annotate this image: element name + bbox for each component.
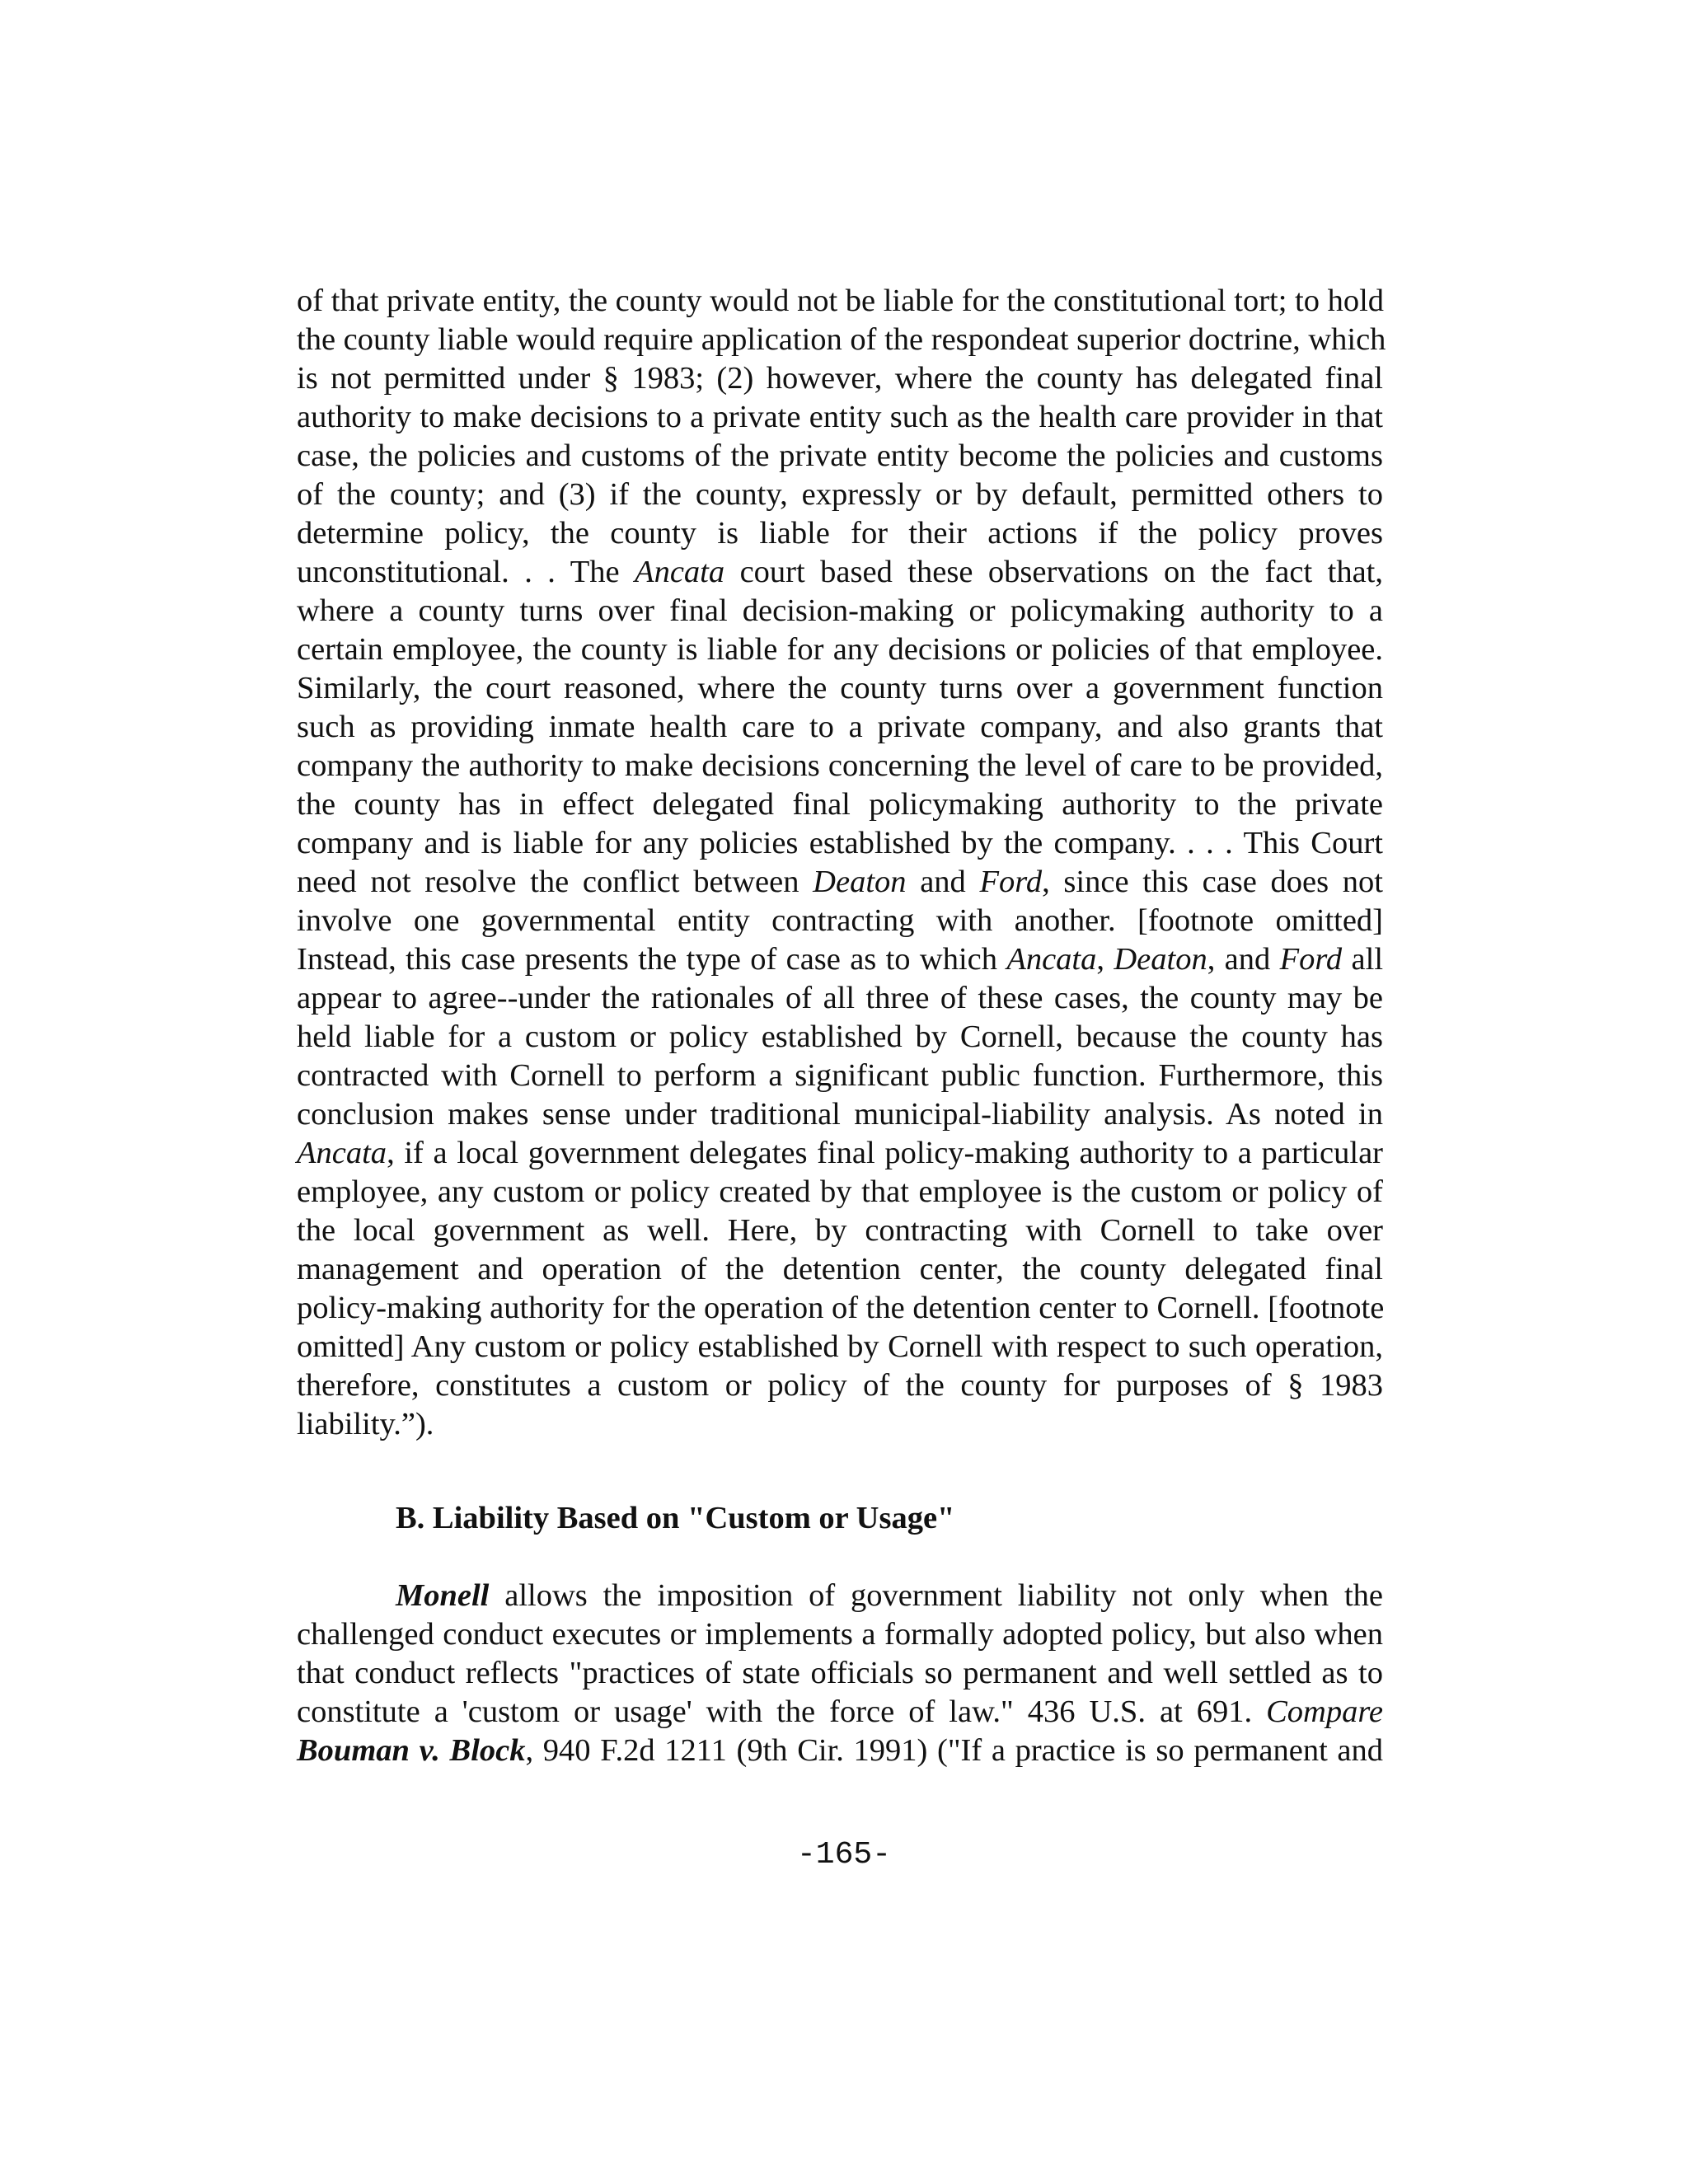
text-span: , bbox=[1096, 942, 1114, 977]
text-line bbox=[297, 1328, 1383, 1366]
text-span: therefore, constitutes a custom or policy of the county for purposes of § 1983 bbox=[297, 1368, 1383, 1403]
text-line bbox=[297, 1095, 1383, 1134]
case-name: Ford bbox=[979, 865, 1043, 899]
body-paragraph-quotation bbox=[297, 282, 1386, 1444]
text-line bbox=[297, 1732, 1383, 1770]
text-line bbox=[297, 785, 1383, 824]
text-span: involve one governmental entity contracting with another. [footnote omitted] bbox=[297, 903, 1383, 938]
text-line bbox=[297, 940, 1383, 979]
text-span: company the authority to make decisions concerning the level of care to be provided, bbox=[297, 748, 1383, 783]
text-line bbox=[297, 1693, 1383, 1732]
text-line bbox=[297, 902, 1383, 940]
text-line bbox=[297, 514, 1383, 553]
text-line: challenged conduct executes or implements a formally adopted policy, but also when bbox=[297, 1617, 1383, 1652]
text-span: unconstitutional. . . The bbox=[297, 555, 635, 589]
text-line: that conduct reflects "practices of state officials so permanent and well settled as to bbox=[297, 1656, 1383, 1690]
text-span: of the county; and (3) if the county, expressly or by default, permitted others to bbox=[297, 477, 1383, 512]
text-span: Instead, this case presents the type of case as to which bbox=[297, 942, 1007, 977]
text-line bbox=[297, 553, 1383, 592]
text-line bbox=[297, 476, 1383, 514]
text-span: need not resolve the conflict between bbox=[297, 865, 814, 899]
text-span: of that private entity, the county would not be liable for the constitutional tort; to hold bbox=[297, 284, 1385, 318]
text-line bbox=[297, 1250, 1383, 1289]
text-span: is not permitted under § 1983; (2) however, where the county has delegated final bbox=[297, 361, 1383, 396]
text-line bbox=[297, 1018, 1383, 1057]
text-span: omitted] Any custom or policy established by Cornell with respect to such operation, bbox=[297, 1329, 1383, 1364]
text-span: constitute a 'custom or usage' with the force of law." 436 U.S. at 691. bbox=[297, 1694, 1267, 1729]
case-name: Monell bbox=[396, 1578, 490, 1613]
text-line bbox=[297, 398, 1383, 437]
text-span: appear to agree--under the rationales of all three of these cases, the county may be bbox=[297, 981, 1383, 1015]
text-span: the county liable would require application of the respondeat superior doctrine, which bbox=[297, 322, 1386, 357]
text-span: and bbox=[906, 865, 980, 899]
text-span: held liable for a custom or policy established by Cornell, because the county has bbox=[297, 1019, 1383, 1054]
text-line bbox=[297, 1212, 1383, 1250]
case-name: Bouman v. Block bbox=[297, 1733, 526, 1768]
text-span: liability.”). bbox=[297, 1407, 434, 1441]
text-span: allows the imposition of government liability not only when the bbox=[489, 1578, 1383, 1613]
text-span: employee, any custom or policy created by that employee is the custom or policy of bbox=[297, 1174, 1383, 1209]
text-line bbox=[297, 437, 1383, 476]
text-line bbox=[297, 1057, 1383, 1095]
case-name: Deaton bbox=[1114, 942, 1207, 977]
text-line bbox=[297, 1577, 1383, 1615]
case-name: Ford bbox=[1279, 942, 1343, 977]
text-span: the local government as well. Here, by contracting with Cornell to take over bbox=[297, 1213, 1383, 1248]
text-span: such as providing inmate health care to a private company, and also grants that bbox=[297, 710, 1383, 744]
body-paragraph-custom-or-usage bbox=[297, 1577, 1383, 1770]
text-span: the county has in effect delegated final policymaking authority to the private bbox=[297, 787, 1383, 822]
text-span: , if a local government delegates final policy-making authority to a particular bbox=[387, 1136, 1383, 1170]
text-span: company and is liable for any policies established by the company. . . . This Court bbox=[297, 826, 1383, 860]
text-span: Similarly, the court reasoned, where the county turns over a government function bbox=[297, 671, 1383, 705]
case-name: Ancata bbox=[635, 555, 725, 589]
text-line bbox=[297, 359, 1383, 398]
text-span: , and bbox=[1207, 942, 1280, 977]
section-heading: B. Liability Based on "Custom or Usage" bbox=[396, 1501, 955, 1535]
text-span: authority to make decisions to a private entity such as the health care provider in that bbox=[297, 400, 1383, 434]
text-line bbox=[297, 979, 1383, 1018]
text-line bbox=[297, 1173, 1383, 1212]
text-span: court based these observations on the fact that, bbox=[724, 555, 1384, 589]
text-span: , since this case does not bbox=[1042, 865, 1383, 899]
text-span: management and operation of the detention center, the county delegated final bbox=[297, 1252, 1383, 1286]
signal-word: Compare bbox=[1266, 1694, 1383, 1729]
text-line bbox=[297, 824, 1383, 863]
text-line bbox=[297, 708, 1383, 747]
text-line bbox=[297, 1366, 1383, 1405]
text-line bbox=[297, 630, 1383, 669]
text-span: all bbox=[1342, 942, 1384, 977]
text-span: where a county turns over final decision-making or policymaking authority to a bbox=[297, 593, 1383, 628]
text-line bbox=[297, 321, 1386, 359]
text-line bbox=[297, 1405, 1383, 1444]
text-span: contracted with Cornell to perform a significant public function. Furthermore, this bbox=[297, 1058, 1383, 1093]
text-line bbox=[297, 747, 1383, 785]
text-line bbox=[297, 863, 1383, 902]
case-name: Deaton bbox=[813, 865, 907, 899]
case-name: Ancata bbox=[297, 1136, 387, 1170]
text-span: determine policy, the county is liable for their actions if the policy proves bbox=[297, 516, 1383, 551]
text-span: policy-making authority for the operation of the detention center to Cornell. [footnote bbox=[297, 1291, 1385, 1325]
text-line bbox=[297, 282, 1383, 321]
text-line bbox=[297, 1134, 1383, 1173]
page-number: -165- bbox=[796, 1837, 892, 1872]
text-span: , 940 F.2d 1211 (9th Cir. 1991) ("If a practice is so permanent and bbox=[525, 1733, 1384, 1768]
text-line bbox=[297, 592, 1383, 630]
text-span: case, the policies and customs of the private entity become the policies and customs bbox=[297, 438, 1383, 473]
text-span: conclusion makes sense under traditional municipal-liability analysis. As noted in bbox=[297, 1097, 1383, 1132]
case-name: Ancata bbox=[1006, 942, 1097, 977]
text-line bbox=[297, 669, 1383, 708]
text-line bbox=[297, 1289, 1383, 1328]
text-span: certain employee, the county is liable for any decisions or policies of that employee. bbox=[297, 632, 1383, 667]
